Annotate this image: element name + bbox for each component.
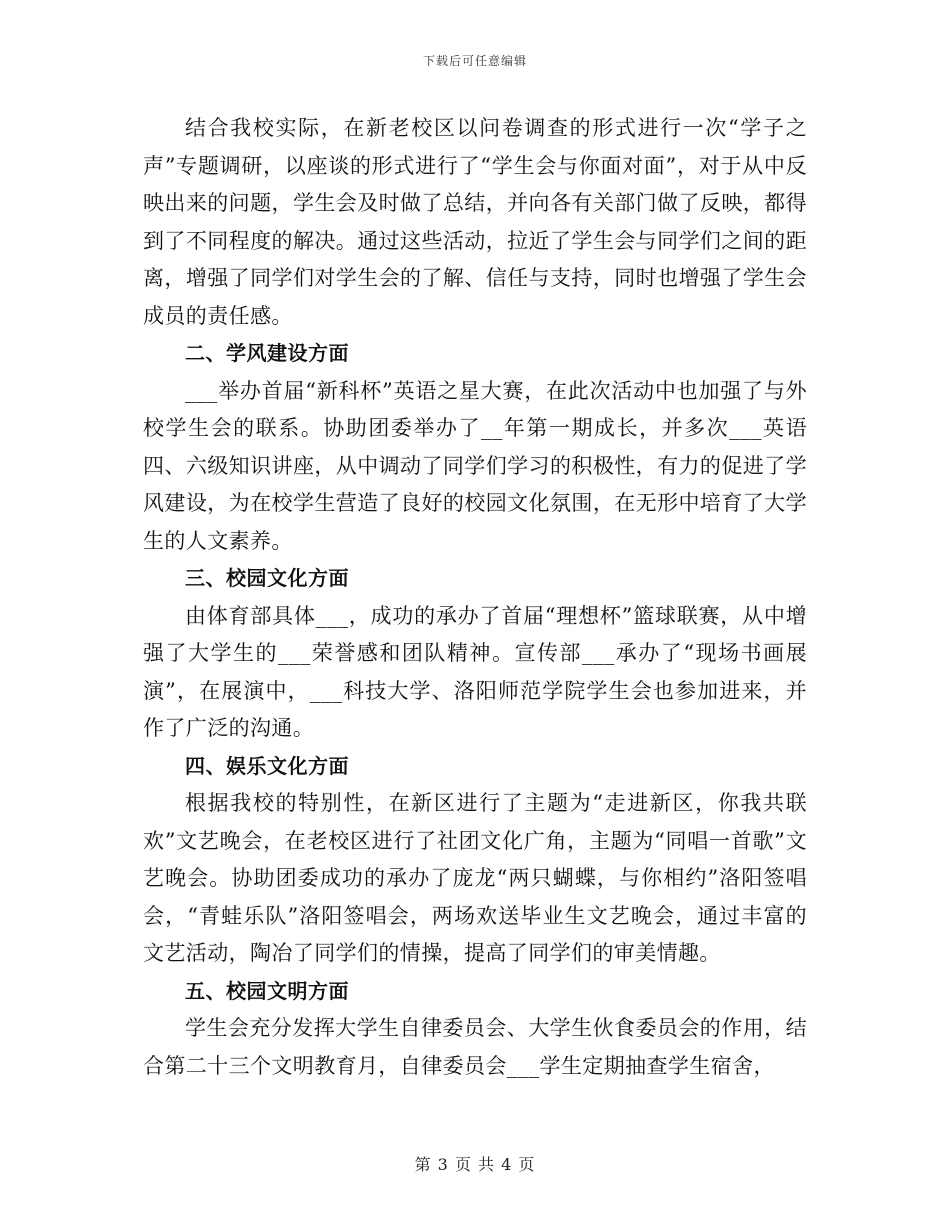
section-heading-civility: 五、校园文明方面 (185, 978, 349, 1003)
page-header: 下载后可任意编辑 (422, 54, 527, 68)
section-heading-campus-culture: 三、校园文化方面 (185, 566, 349, 590)
paragraph-student-voice: 结合我校实际，在新老校区以问卷调查的形式进行一次“学子之声”专题调研，以座谈的形式进行了“学生会与你面对面”，对于从中反映出来的问题，学生会及时做了总结，并向各有关部门做了反映，都得到了不同程度的解决。通过这些活动，拉近了学生会与同学们之间的距离，增强了同学们对学生会的了解、信任与支持，同时也增强了学生会成员的责任感。 (143, 116, 807, 328)
section-heading-entertainment: 四、娱乐文化方面 (185, 753, 349, 778)
section-heading-study-style: 二、学风建设方面 (185, 341, 349, 365)
paragraph-entertainment: 根据我校的特别性，在新区进行了主题为“走进新区，你我共联欢”文艺晚会，在老校区进行了社团文化广角，主题为“同唱一首歌”文艺晚会。协助团委成功的承办了庞龙“两只蝴蝶，与你相约”洛阳签唱会，“青蛙乐队”洛阳签唱会，两场欢送毕业生文艺晚会，通过丰富的文艺活动，陶冶了同学们的情操，提高了同学们的审美情趣。 (143, 791, 807, 965)
paragraph-civility: 学生会充分发挥大学生自律委员会、大学生伙食委员会的作用，结合第二十三个文明教育月，自律委员会___学生定期抽查学生宿舍， (143, 1016, 807, 1078)
document-body (143, 110, 807, 1085)
paragraph-campus-culture: 由体育部具体___，成功的承办了首届“理想杯”篮球联赛，从中增强了大学生的___荣誉感和团队精神。宣传部___承办了“现场书画展演”，在展演中，___科技大学、洛阳师范学院学生会也参加进来，并作了广泛的沟通。 (143, 603, 807, 740)
paragraph-study-style: ___举办首届“新科杯”英语之星大赛，在此次活动中也加强了与外校学生会的联系。协助团委举办了__年第一期成长，并多次___英语四、六级知识讲座，从中调动了同学们学习的积极性，有力的促进了学风建设，为在校学生营造了良好的校园文化氛围，在无形中培育了大学生的人文素养。 (143, 378, 807, 553)
page-footer: 第 3 页 共 4 页 (414, 1155, 536, 1174)
